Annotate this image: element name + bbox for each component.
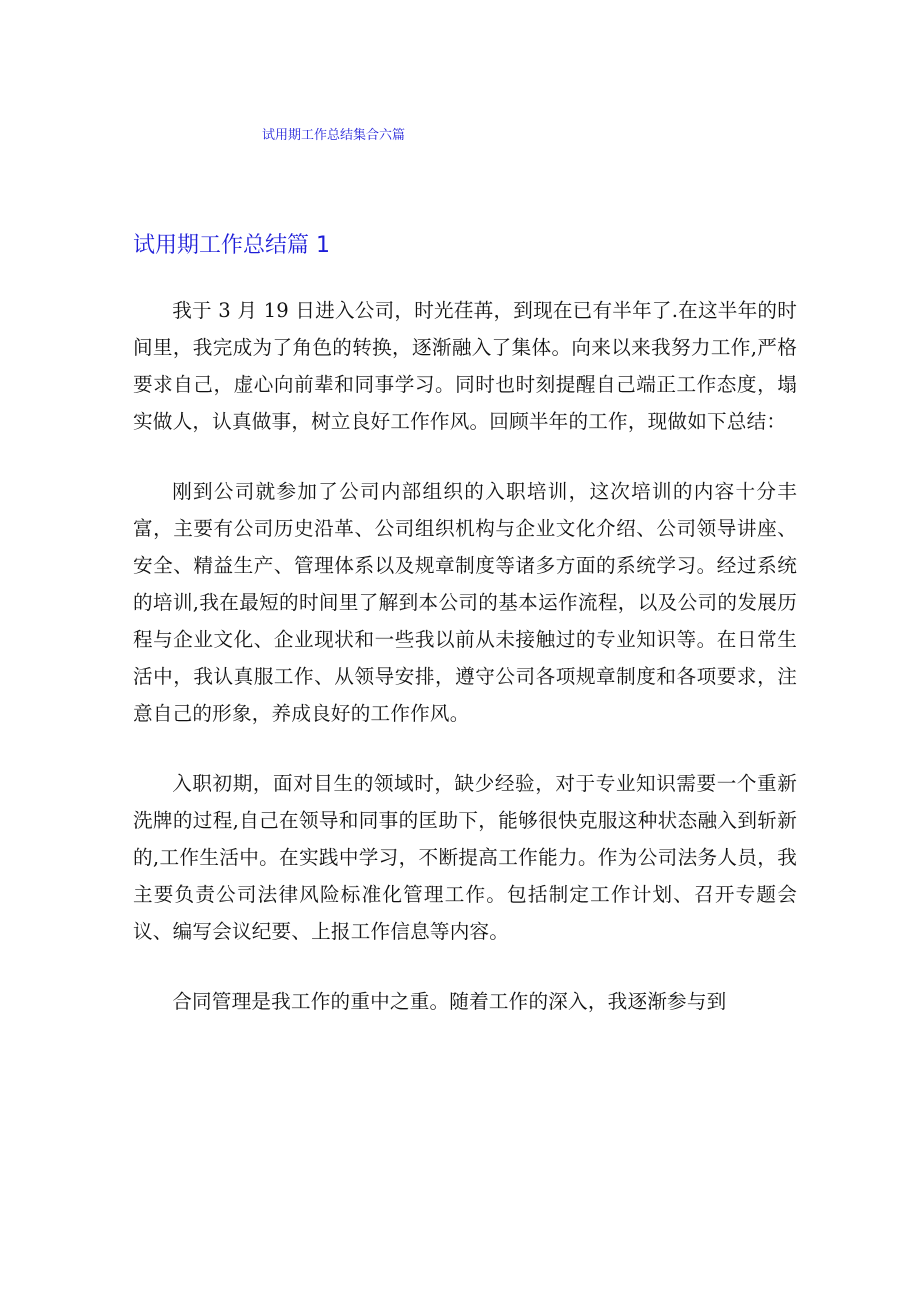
paragraph: 合同管理是我工作的重中之重。随着工作的深入，我逐渐参与到 <box>172 990 727 1013</box>
document-title: 试用期工作总结集合六篇 <box>262 128 406 143</box>
paragraph: 入职初期，面对目生的领域时，缺少经验，对于专业知识需要一个重新洗牌的过程,自己在领导和同事的匡助下，能够很快克服这种状态融入到斩新的,工作生活中。在实践中学习，不断提高工作能力。作为公司法务人员，我主要负责公司法律风险标准化管理工作。包括制定工作计划、召开专题会议、编写会议纪要、上报工作信息等内容。 <box>133 772 797 943</box>
section-heading: 试用期工作总结篇 1 <box>133 233 330 258</box>
paragraph: 刚到公司就参加了公司内部组织的入职培训，这次培训的内容十分丰富，主要有公司历史沿革、公司组织机构与企业文化介绍、公司领导讲座、安全、精益生产、管理体系以及规章制度等诸多方面的系统学习。经过系统的培训,我在最短的时间里了解到本公司的基本运作流程，以及公司的发展历程与企业文化、企业现状和一些我以前从未接触过的专业知识等。在日常生活中，我认真服工作、从领导安排，遵守公司各项规章制度和各项要求，注意自己的形象，养成良好的工作作风。 <box>133 480 797 725</box>
paragraph: 我于 3 月 19 日进入公司，时光荏苒，到现在已有半年了.在这半年的时间里，我完成为了角色的转换，逐渐融入了集体。向来以来我努力工作,严格要求自己，虚心向前辈和同事学习。同时也时刻提醒自己端正工作态度，塌实做人，认真做事，树立良好工作作风。回顾半年的工作，现做如下总结： <box>133 299 797 433</box>
document-body <box>133 292 797 1053</box>
